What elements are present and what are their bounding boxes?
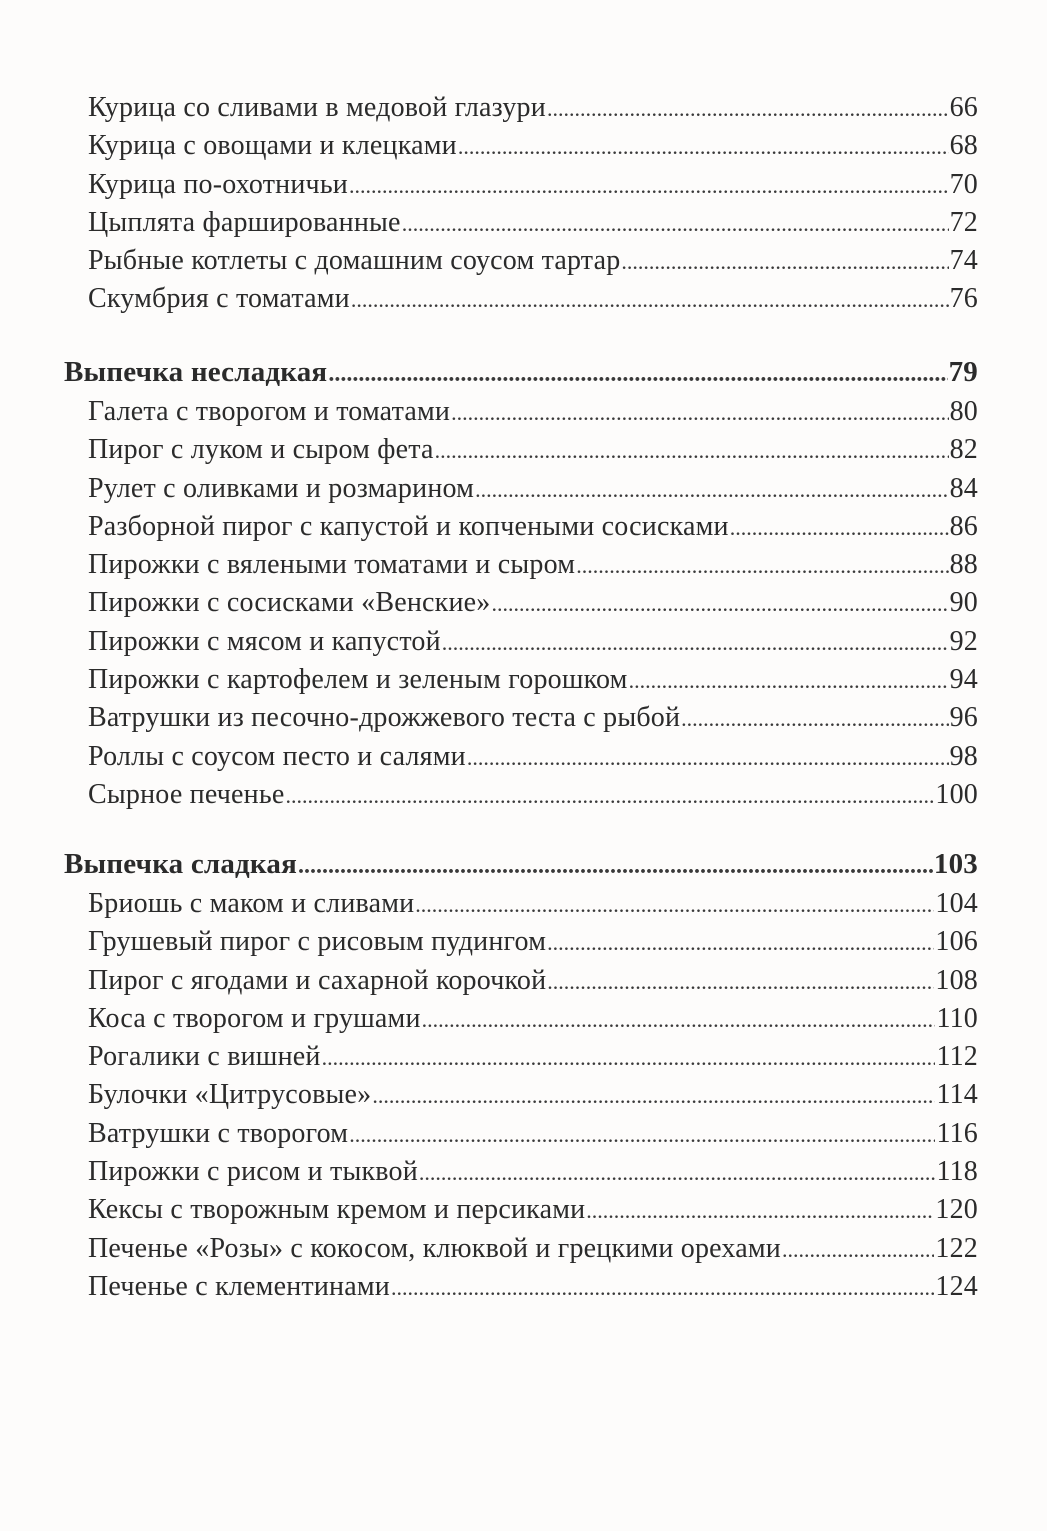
dot-leader [419, 1160, 936, 1186]
toc-entry-title: Рулет с оливками и розмарином [88, 472, 475, 504]
toc-entry-title: Булочки «Цитрусовые» [88, 1079, 372, 1111]
toc-entry-title: Роллы с соусом песто и салями [88, 740, 466, 772]
toc-entry-page: 100 [935, 778, 978, 810]
toc-entry-title: Пирожки с картофелем и зеленым горошком [88, 664, 628, 696]
toc-entry-page: 94 [949, 664, 978, 696]
toc-section-sweet-baking [64, 848, 978, 1309]
dot-leader [629, 668, 949, 694]
dot-leader [547, 96, 949, 122]
toc-entry [64, 965, 978, 1003]
toc-entry [64, 626, 978, 664]
dot-leader [285, 783, 934, 809]
toc-entry [64, 434, 978, 472]
toc-heading-title: Выпечка сладкая [64, 848, 297, 880]
toc-entry [64, 741, 978, 779]
dot-leader [782, 1237, 934, 1263]
toc-entry-page: 70 [949, 168, 978, 200]
toc-entry [64, 1118, 978, 1156]
toc-entry-title: Пирог с луком и сыром фета [88, 434, 434, 466]
toc-entry-title: Бриошь с маком и сливами [88, 888, 415, 919]
toc-entry [64, 1194, 978, 1232]
dot-leader [349, 1122, 935, 1148]
toc-entry-title: Пирог с ягодами и сахарной корочкой [88, 964, 547, 996]
toc-entry-title: Курица с овощами и клецками [88, 130, 457, 162]
toc-entry-page: 82 [949, 434, 978, 466]
dot-leader [458, 134, 949, 160]
toc-entry [64, 702, 978, 740]
dot-leader [372, 1083, 935, 1109]
toc-section-savory-baking [64, 356, 978, 817]
toc-entry-page: 88 [949, 549, 978, 581]
toc-entry [64, 169, 978, 207]
dot-leader [491, 591, 948, 617]
toc-entry-title: Цыплята фаршированные [88, 206, 401, 238]
toc-entry-title: Пирожки с вялеными томатами и сыром [88, 549, 576, 581]
toc-entry-page: 90 [949, 587, 978, 619]
toc-entry-page: 108 [935, 964, 978, 996]
toc-entry-page: 68 [949, 130, 978, 162]
toc-entry [64, 245, 978, 283]
toc-entry-page: 66 [949, 92, 978, 123]
dot-leader [576, 553, 948, 579]
toc-entry-title: Печенье «Розы» с кокосом, клюквой и грецкими орехами [88, 1232, 781, 1264]
toc-entry-page: 118 [936, 1156, 978, 1188]
toc-entry-title: Кексы с творожным кремом и персиками [88, 1194, 586, 1226]
toc-entry [64, 1003, 978, 1041]
dot-leader [349, 173, 949, 199]
dot-leader [322, 1045, 936, 1071]
toc-entry-title: Курица по-охотничьи [88, 168, 348, 200]
toc-entry-page: 114 [936, 1079, 978, 1111]
toc-entry [64, 207, 978, 245]
toc-entry-page: 104 [935, 888, 978, 919]
dot-leader [586, 1198, 934, 1224]
toc-heading-page: 103 [933, 848, 978, 880]
toc-entry-title: Галета с творогом и томатами [88, 396, 451, 427]
toc-entry-title: Пирожки с сосисками «Венские» [88, 587, 491, 619]
dot-leader [442, 630, 949, 656]
toc-entry [64, 926, 978, 964]
dot-leader [467, 745, 949, 771]
toc-entry [64, 1041, 978, 1079]
toc-entry-page: 76 [949, 283, 978, 315]
toc-entry-page: 98 [949, 740, 978, 772]
toc-entry-title: Ватрушки из песочно-дрожжевого теста с рыбой [88, 702, 681, 734]
toc-section-heading [64, 848, 978, 888]
toc-section-meat-fish [64, 92, 978, 322]
toc-entry-title: Ватрушки с творогом [88, 1117, 349, 1149]
dot-leader [547, 969, 934, 995]
toc-entry-title: Коса с творогом и грушами [88, 1002, 421, 1034]
toc-entry-title: Пирожки с рисом и тыквой [88, 1156, 418, 1188]
toc-entry-title: Рыбные котлеты с домашним соусом тартар [88, 245, 621, 277]
toc-entry-title: Печенье с клементинами [88, 1270, 390, 1302]
toc-entry [64, 283, 978, 321]
toc-entry-page: 120 [935, 1194, 978, 1226]
toc-entry [64, 92, 978, 130]
dot-leader [621, 249, 948, 275]
dot-leader [422, 1007, 936, 1033]
toc-entry [64, 1156, 978, 1194]
toc-entry [64, 587, 978, 625]
toc-entry-page: 84 [949, 472, 978, 504]
toc-entry-page: 92 [949, 625, 978, 657]
dot-leader [298, 853, 933, 880]
dot-leader [475, 477, 949, 503]
toc-entry-title: Пирожки с мясом и капустой [88, 625, 441, 657]
toc-entry-page: 106 [935, 926, 978, 958]
toc-entry-title: Курица со сливами в медовой глазури [88, 92, 546, 123]
toc-entry-title: Разборной пирог с капустой и копчеными сосисками [88, 510, 729, 542]
toc-entry-page: 122 [935, 1232, 978, 1264]
dot-leader [547, 930, 934, 956]
dot-leader [415, 892, 934, 918]
toc-entry [64, 664, 978, 702]
dot-leader [435, 438, 949, 464]
toc-heading-title: Выпечка несладкая [64, 356, 328, 388]
toc-entry [64, 511, 978, 549]
toc-entry-page: 96 [949, 702, 978, 734]
toc-entry-page: 124 [935, 1270, 978, 1302]
dot-leader [391, 1275, 934, 1301]
toc-heading-page: 79 [948, 356, 978, 388]
toc-entry-page: 72 [949, 206, 978, 238]
toc-entry [64, 396, 978, 434]
toc-entry [64, 1079, 978, 1117]
toc-entry [64, 1271, 978, 1309]
dot-leader [328, 361, 947, 388]
toc-section-heading [64, 356, 978, 396]
toc-entry [64, 1233, 978, 1271]
toc-entry-title: Скумбрия с томатами [88, 283, 350, 315]
toc-entry-title: Рогалики с вишней [88, 1041, 321, 1073]
toc-entry-page: 86 [949, 510, 978, 542]
toc-entry [64, 473, 978, 511]
dot-leader [451, 400, 948, 426]
dot-leader [681, 706, 948, 732]
toc-entry [64, 549, 978, 587]
toc-entry [64, 888, 978, 926]
toc-entry-title: Сырное печенье [88, 778, 285, 810]
toc-entry [64, 130, 978, 168]
toc-entry [64, 779, 978, 817]
toc-entry-title: Грушевый пирог с рисовым пудингом [88, 926, 547, 958]
toc-entry-page: 80 [949, 396, 978, 427]
toc-entry-page: 74 [949, 245, 978, 277]
toc-entry-page: 110 [936, 1002, 978, 1034]
toc-entry-page: 116 [936, 1117, 978, 1149]
dot-leader [730, 515, 949, 541]
dot-leader [351, 287, 949, 313]
dot-leader [402, 211, 949, 237]
toc-entry-page: 112 [936, 1041, 978, 1073]
